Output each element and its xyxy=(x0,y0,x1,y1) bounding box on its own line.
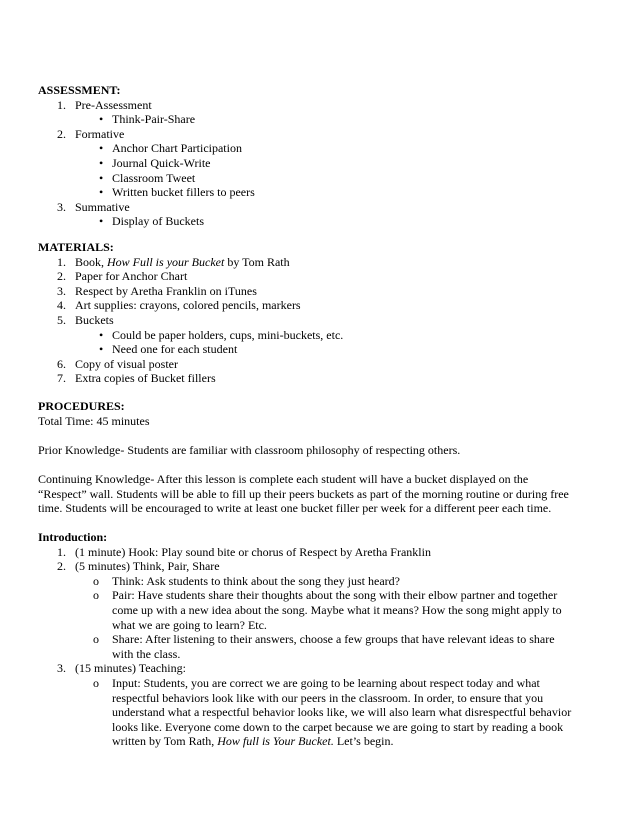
assessment-bullet: • Display of Buckets xyxy=(99,214,204,229)
introduction-item-3: 3. (15 minutes) Teaching: xyxy=(57,661,186,676)
assessment-item-2: 2. Formative xyxy=(57,126,125,141)
continuing-knowledge-line: time. Students will be encouraged to write at least one bucket filler per week for a different peer each time. xyxy=(38,501,552,516)
materials-item-5: 5. Buckets xyxy=(57,312,114,327)
materials-bullet: • Could be paper holders, cups, mini-buckets, etc. xyxy=(99,327,344,342)
assessment-bullet: • Classroom Tweet xyxy=(99,170,196,185)
introduction-section xyxy=(38,530,608,749)
think-step: o Think: Ask students to think about the song they just heard? xyxy=(93,573,400,588)
assessment-item-3: 3. Summative xyxy=(57,199,130,214)
assessment-section xyxy=(38,83,608,229)
materials-item-4: 4. Art supplies: crayons, colored pencils, markers xyxy=(57,298,301,313)
materials-item-2: 2. Paper for Anchor Chart xyxy=(57,269,188,284)
materials-bullet: • Need one for each student xyxy=(99,342,238,357)
prior-knowledge: Prior Knowledge- Students are familiar with classroom philosophy of respecting others. xyxy=(38,442,461,457)
share-step: o Share: After listening to their answers, choose a few groups that have relevant ideas to share with the class. xyxy=(93,632,555,661)
assessment-bullet: • Written bucket fillers to peers xyxy=(99,185,255,200)
total-time: Total Time: 45 minutes xyxy=(38,413,150,428)
continuing-knowledge-line: “Respect” wall. Students will be able to fill up their peers buckets as part of the morning routine or during free xyxy=(38,486,569,501)
bullet-icon: • xyxy=(99,327,104,342)
assessment-item-1: 1. Pre-Assessment xyxy=(57,97,152,112)
materials-heading: MATERIALS: xyxy=(38,240,114,254)
circle-marker-icon: o xyxy=(93,632,99,647)
circle-marker-icon: o xyxy=(93,588,99,603)
materials-item-3: 3. Respect by Aretha Franklin on iTunes xyxy=(57,283,257,298)
bullet-icon: • xyxy=(99,141,104,156)
bullet-icon: • xyxy=(99,155,104,170)
assessment-bullet: • Think-Pair-Share xyxy=(99,112,196,127)
assessment-bullet: • Journal Quick-Write xyxy=(99,155,211,170)
bullet-icon: • xyxy=(99,112,104,127)
pair-step: o Pair: Have students share their thoughts about the song with their elbow partner and together come up with a new idea about the song. Maybe what it means? How the song might apply to what we are going to learn? Etc. xyxy=(93,588,562,632)
materials-section xyxy=(38,240,608,386)
circle-marker-icon: o xyxy=(93,573,99,588)
assessment-bullet: • Anchor Chart Participation xyxy=(99,141,242,156)
bullet-icon: • xyxy=(99,214,104,229)
bullet-icon: • xyxy=(99,170,104,185)
procedures-section xyxy=(38,399,608,516)
bullet-icon: • xyxy=(99,185,104,200)
procedures-heading: PROCEDURES: xyxy=(38,399,125,413)
book-title: How full is Your Bucket. xyxy=(217,734,334,749)
book-title: How Full is your Bucket xyxy=(107,254,225,269)
bullet-icon: • xyxy=(99,342,104,357)
introduction-item-2: 2. (5 minutes) Think, Pair, Share xyxy=(57,559,220,574)
introduction-heading: Introduction: xyxy=(38,530,108,544)
circle-marker-icon: o xyxy=(93,675,99,690)
materials-item-7: 7. Extra copies of Bucket fillers xyxy=(57,371,216,386)
materials-item-6: 6. Copy of visual poster xyxy=(57,356,178,371)
materials-item-1: 1. Book, How Full is your Bucket by Tom Rath xyxy=(57,254,290,269)
assessment-heading: ASSESSMENT: xyxy=(38,83,121,97)
input-step: o Input: Students, you are correct we are going to be learning about respect today and what respectful behaviors look like with our peers in the classroom. In order, to ensure that you understand what a respectful behavior looks like, we will also learn what disrespectful behavior looks like. Everyone come down to the carpet because we are going to start by reading a book written by Tom Rath, How full is Your Bucket. Let’s begin. xyxy=(93,675,572,749)
introduction-item-1: 1. (1 minute) Hook: Play sound bite or chorus of Respect by Aretha Franklin xyxy=(57,544,431,559)
continuing-knowledge-line: Continuing Knowledge- After this lesson is complete each student will have a bucket displayed on the xyxy=(38,471,529,486)
